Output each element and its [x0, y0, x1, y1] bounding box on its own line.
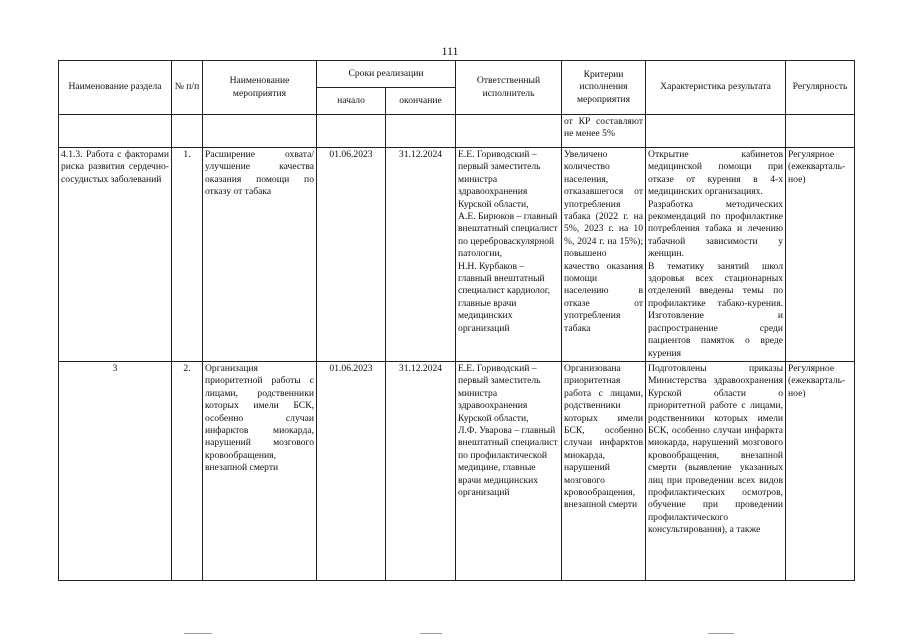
cell-end: 31.12.2024 — [386, 361, 456, 580]
scan-artifact — [708, 633, 734, 634]
scan-artifact — [184, 633, 212, 634]
header-criteria: Критерии исполнения мероприятия — [562, 61, 646, 115]
header-number: № п/п — [172, 61, 203, 115]
cell-number: 1. — [172, 148, 203, 362]
header-end: окончание — [386, 88, 456, 115]
cell-start: 01.06.2023 — [317, 361, 386, 580]
cell-start: 01.06.2023 — [317, 148, 386, 362]
table-row-continuation — [59, 115, 855, 148]
table-row — [59, 361, 855, 580]
cell-responsible: Е.Е. Гориводский – первый заместитель министра здравоохранения Курской области, А.Е. Бирюков – главный внештатный специалист по цереброваскулярной патологии, Н.Н. Курбаков – главный внештатный специалист кардиолог, главные врачи медицинских организаций — [456, 148, 562, 362]
measures-table — [58, 60, 855, 581]
cell-criteria: от КР составляют не менее 5% — [562, 115, 646, 148]
header-result: Характеристика результата — [646, 61, 786, 115]
cell-regularity: Регулярное (ежекварталь-ное) — [786, 148, 855, 362]
cell-end: 31.12.2024 — [386, 148, 456, 362]
cell-number: 2. — [172, 361, 203, 580]
cell-criteria: Организована приоритетная работа с лицами, родственники которых имели БСК, особенно случаи инфарктов миокарда, нарушений мозгового кровообращения, внезапной смерти — [562, 361, 646, 580]
header-section: Наименование раздела — [59, 61, 172, 115]
cell-activity: Организация приоритетной работы с лицами, родственники которых имели БСК, особенно случаи инфарктов миокарда, нарушений мозгового кровообращения, внезапной смерти — [203, 361, 317, 580]
table-header-row — [59, 61, 855, 88]
cell-responsible: Е.Е. Гориводский – первый заместитель министра здравоохранения Курской области, Л.Ф. Уварова – главный внештатный специалист по профилактической медицине, главные врачи медицинских организаций — [456, 361, 562, 580]
cell-section: 3 — [59, 361, 172, 580]
table-row — [59, 148, 855, 362]
header-start: начало — [317, 88, 386, 115]
cell-section: 4.1.3. Работа с факторами риска развития сердечно-сосудистых заболеваний — [59, 148, 172, 362]
cell-criteria: Увеличено количество населения, отказавшегося от употребления табака (2022 г. на 5%, 2023 г. на 10 %, 2024 г. на 15%); повышено качество оказания помощи населению в отказе от употребления табака — [562, 148, 646, 362]
cell-result: Открытие кабинетов медицинской помощи при отказе от курения в 4-х медицинских организациях. Разработка методических рекомендаций по профилактике потребления табака и лечению табачной зависимости у женщин. В тематику занятий школ здоровья всех стационарных отделений введены темы по профилактике табако-курения. Изготовление и распространение среди пациентов памяток о вреде курения — [646, 148, 786, 362]
cell-result: Подготовлены приказы Министерства здравоохранения Курской области о приоритетной работе с лицами, родственники которых имели БСК, особенно случаи инфаркта миокарда, нарушений мозгового кровообращения, внезапной смерти (выявление указанных лиц при проведении всех видов профилактических осмотров, обучение при проведении профилактического консультирования), а также — [646, 361, 786, 580]
header-activity: Наименование мероприятия — [203, 61, 317, 115]
header-timeline: Сроки реализации — [317, 61, 456, 88]
cell-activity: Расширение охвата/улучшение качества оказания помощи по отказу от табака — [203, 148, 317, 362]
page-number: 111 — [441, 44, 459, 58]
scan-artifact — [420, 633, 442, 634]
cell-regularity: Регулярное (ежекварталь-ное) — [786, 361, 855, 580]
header-regularity: Регулярность — [786, 61, 855, 115]
header-responsible: Ответственный исполнитель — [456, 61, 562, 115]
